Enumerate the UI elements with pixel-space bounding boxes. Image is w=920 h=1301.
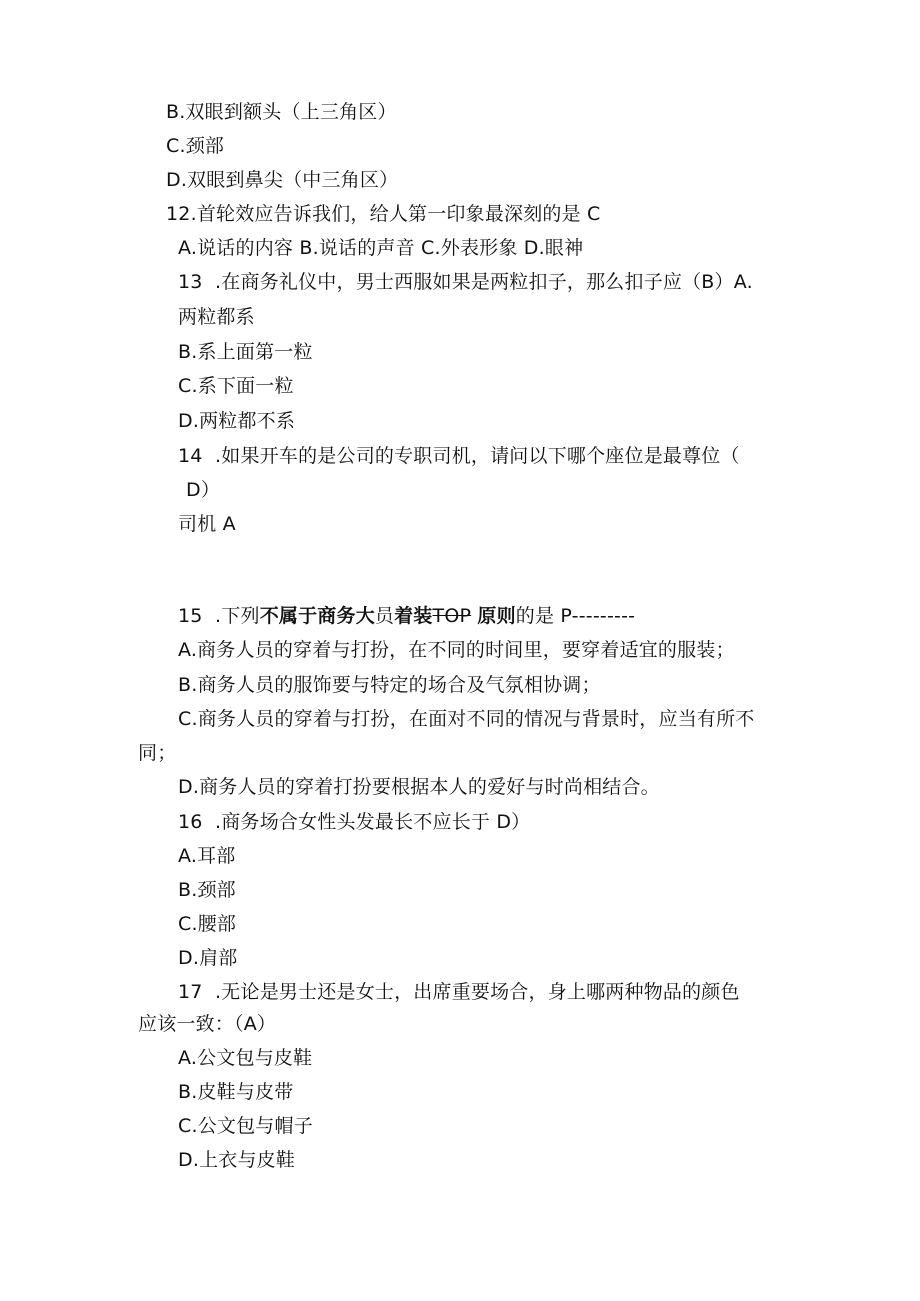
q15-suffix: 的是 P--------- bbox=[515, 605, 636, 627]
q14-stem-line1: 14 .如果开车的是公司的专职司机，请问以下哪个座位是最尊位（ bbox=[178, 445, 740, 467]
q17-stem-line2: 应该一致：（A） bbox=[138, 1013, 277, 1035]
q15-option-c-line1: C.商务人员的穿着与打扮，在面对不同的情况与背景时，应当有所不 bbox=[178, 708, 755, 730]
q16-stem: 16 .商务场合女性头发最长不应长于 D） bbox=[178, 811, 531, 833]
q13-stem-line1: 13 .在商务礼仪中，男士西服如果是两粒扣子，那么扣子应（B）A. bbox=[178, 271, 753, 293]
q16-option-a: A.耳部 bbox=[178, 845, 236, 867]
q14-option: 司机 A bbox=[178, 513, 236, 535]
q16-option-b: B.颈部 bbox=[178, 879, 236, 901]
q17-stem-line1: 17 .无论是男士还是女士，出席重要场合，身上哪两种物品的颜色 bbox=[178, 981, 740, 1003]
q13-option-b: B.系上面第一粒 bbox=[178, 341, 313, 363]
q17-option-a: A.公文包与皮鞋 bbox=[178, 1047, 313, 1069]
q12-stem: 12.首轮效应告诉我们，给人第一印象最深刻的是 C bbox=[166, 203, 601, 225]
q12-options: A.说话的内容 B.说话的声音 C.外表形象 D.眼神 bbox=[178, 237, 584, 259]
q13-option-c: C.系下面一粒 bbox=[178, 375, 294, 397]
q14-stem-line2: D） bbox=[186, 479, 221, 501]
q16-option-c: C.腰部 bbox=[178, 913, 237, 935]
q15-option-d: D.商务人员的穿着打扮要根据本人的爱好与时尚相结合。 bbox=[178, 776, 660, 798]
q17-option-c: C.公文包与帽子 bbox=[178, 1115, 313, 1137]
q15-bold-1: 不属于商务大 bbox=[259, 605, 375, 627]
q15-prefix: 15 .下列 bbox=[178, 605, 260, 627]
q15-bold-3: 原则 bbox=[477, 605, 516, 627]
q11-option-c: C.颈部 bbox=[166, 135, 225, 157]
q17-option-b: B.皮鞋与皮带 bbox=[178, 1081, 294, 1103]
q13-option-d: D.两粒都不系 bbox=[178, 410, 296, 432]
q11-option-b: B.双眼到额头（上三角区） bbox=[166, 101, 397, 123]
q15-bold-2: 着装 bbox=[394, 605, 433, 627]
q15-option-c-line2: 同； bbox=[138, 742, 177, 764]
q15-struck: TOP bbox=[432, 605, 472, 627]
q16-option-d: D.肩部 bbox=[178, 947, 238, 969]
q11-option-d: D.双眼到鼻尖（中三角区） bbox=[166, 169, 399, 191]
q13-stem-line2: 两粒都系 bbox=[178, 306, 255, 328]
q17-option-d: D.上衣与皮鞋 bbox=[178, 1149, 296, 1171]
q15-option-b: B.商务人员的服饰要与特定的场合及气氛相协调； bbox=[178, 674, 601, 696]
q15-option-a: A.商务人员的穿着与打扮，在不同的时间里，要穿着适宜的服装； bbox=[178, 639, 735, 661]
q15-mid: 员 bbox=[374, 605, 395, 627]
q15-stem bbox=[178, 604, 635, 628]
